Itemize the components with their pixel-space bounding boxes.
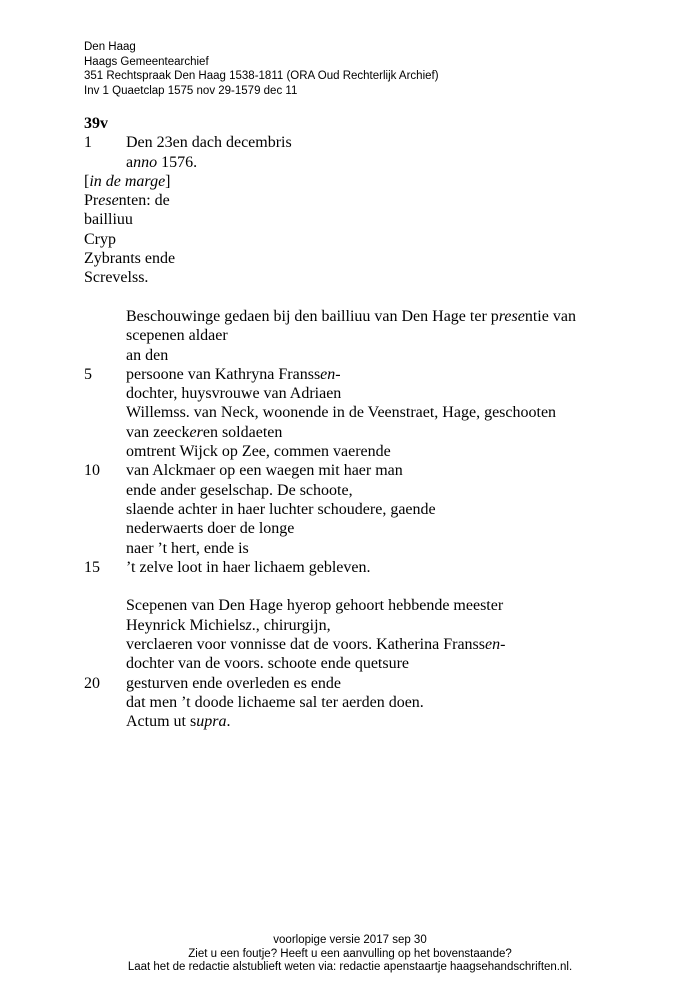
- folio-number: 39v: [84, 115, 108, 132]
- line-text: nten: de: [118, 192, 170, 210]
- page-footer: [0, 934, 700, 975]
- expansion-text: nno: [133, 153, 158, 171]
- bracket: [: [84, 172, 90, 190]
- line-text: .: [226, 713, 231, 731]
- line-text: an den: [126, 346, 169, 364]
- text-line: [84, 403, 624, 422]
- line-text: Pr: [84, 192, 99, 210]
- line-text: dochter van de voors. schoote ende quetsure: [126, 655, 410, 673]
- line-text: a: [126, 153, 134, 171]
- expansion-text: er: [189, 423, 203, 441]
- text-line: [84, 674, 624, 693]
- line-text: van Alckmaer op een waegen mit haer man: [126, 462, 403, 480]
- header-inventory: Inv 1 Quaetclap 1575 nov 29-1579 dec 11: [84, 84, 298, 97]
- text-line: [84, 133, 624, 152]
- margin-line: [84, 191, 624, 210]
- margin-line: Screvelss.: [84, 269, 149, 287]
- line-number: 5: [84, 365, 92, 383]
- line-number: 10: [84, 462, 100, 480]
- header-archive: Haags Gemeentearchief: [84, 55, 209, 68]
- line-text: verclaeren voor vonnisse dat de voors. Katherina Franss: [126, 636, 485, 654]
- line-number: 15: [84, 558, 100, 576]
- footer-version: voorlopige versie 2017 sep 30: [273, 934, 427, 946]
- expansion-text: upra: [196, 713, 227, 731]
- line-text: dochter, huysvrouwe van Adriaen: [126, 385, 342, 403]
- line-text: ntie van: [524, 307, 576, 325]
- text-line: [84, 616, 624, 635]
- bracket: ]: [165, 172, 171, 190]
- text-line: [84, 461, 624, 480]
- line-text: -: [500, 636, 506, 654]
- text-line: [84, 654, 624, 673]
- text-line: [84, 481, 624, 500]
- expansion-text: ese: [98, 192, 119, 210]
- footer-question: Ziet u een foutje? Heeft u een aanvulling op het bovenstaande?: [188, 947, 512, 960]
- margin-line: bailliuu: [84, 211, 133, 229]
- header-city: Den Haag: [84, 41, 136, 53]
- line-text: dat men ’t doode lichaeme sal ter aerden doen.: [126, 693, 424, 711]
- expansion-text: rese: [498, 307, 525, 325]
- margin-line: Zybrants ende: [84, 250, 176, 268]
- line-text: naer ’t hert, ende is: [126, 539, 249, 557]
- line-number: 1: [84, 134, 92, 152]
- margin-note: [84, 172, 624, 191]
- line-text: Heynrick Michiels: [126, 616, 246, 634]
- margin-line: Cryp: [84, 230, 116, 248]
- line-number: 20: [84, 674, 100, 692]
- text-line: [84, 346, 624, 365]
- paragraph-gap: [84, 577, 624, 596]
- text-line: [84, 500, 624, 519]
- line-text: ’t zelve loot in haer lichaem gebleven.: [126, 558, 371, 576]
- line-text: persoone van Kathryna Franss: [126, 365, 321, 383]
- line-text: omtrent Wijck op Zee, commen vaerende: [126, 443, 391, 461]
- line-text: Beschouwinge gedaen bij den bailliuu van Den Hage ter p: [126, 307, 499, 325]
- text-line: [84, 442, 624, 461]
- footer-contact: Laat het de redactie alstublieft weten via: redactie apenstaartje haagsehandschriften.nl.: [127, 961, 573, 973]
- text-line: [84, 558, 624, 577]
- line-text: gesturven ende overleden es ende: [126, 674, 342, 692]
- line-text: ende ander geselschap. De schoote,: [126, 481, 353, 499]
- expansion-text: en: [485, 636, 501, 654]
- header-collection: 351 Rechtspraak Den Haag 1538-1811 (ORA Oud Rechterlijk Archief): [84, 70, 439, 82]
- text-line: [84, 153, 624, 172]
- line-text: Scepenen van Den Hage hyerop gehoort hebbende meester: [126, 597, 504, 615]
- line-text: en soldaeten: [202, 423, 283, 441]
- line-text: -: [335, 365, 341, 383]
- line-text: ., chirurgijn,: [251, 616, 331, 634]
- line-text: Den 23en dach decembris: [126, 134, 292, 152]
- line-text: Willemss. van Neck, woonende in de Veenstraet, Hage, geschooten: [126, 404, 557, 422]
- line-text: nederwaerts doer de longe: [126, 520, 295, 538]
- text-line: [84, 693, 624, 712]
- transcription: [84, 114, 624, 732]
- text-line: [84, 384, 624, 403]
- text-line: [84, 635, 624, 654]
- line-text: slaende achter in haer luchter schoudere, gaende: [126, 500, 436, 518]
- text-line: [84, 423, 624, 442]
- text-line: [84, 596, 624, 615]
- line-text: 1576.: [157, 153, 198, 171]
- paragraph-gap: [84, 288, 624, 307]
- page-header: [84, 40, 439, 98]
- text-line: [84, 519, 624, 538]
- text-line: [84, 365, 624, 384]
- expansion-text: z: [245, 616, 252, 634]
- line-text: van zeeck: [126, 423, 190, 441]
- expansion-text: en: [320, 365, 336, 383]
- text-line: [84, 307, 624, 326]
- text-line: [84, 326, 624, 345]
- line-text: Actum ut s: [126, 713, 197, 731]
- text-line: [84, 712, 624, 731]
- text-line: [84, 539, 624, 558]
- line-text: scepenen aldaer: [126, 327, 228, 345]
- margin-label: in de marge: [89, 172, 166, 190]
